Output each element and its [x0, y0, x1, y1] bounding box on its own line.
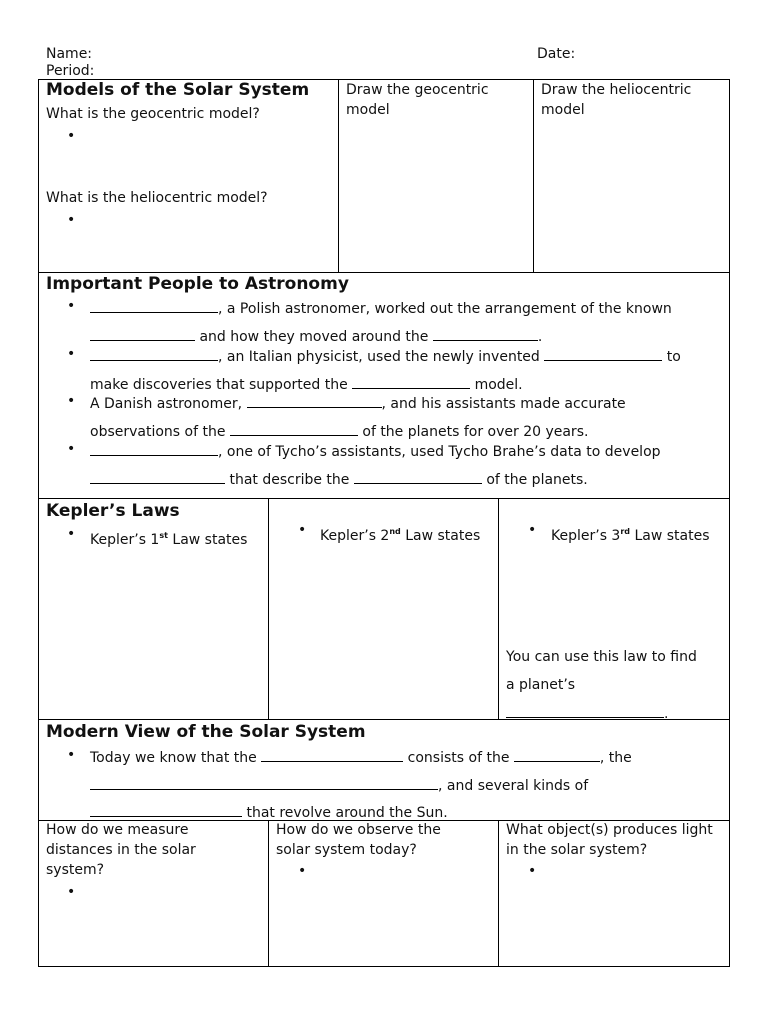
- bullet: •: [67, 441, 76, 457]
- kepler-use-line-1: You can use this law to find: [506, 649, 697, 665]
- bullet: •: [528, 522, 537, 538]
- modern-line: Today we know that the consists of the , the: [90, 750, 632, 766]
- people-line: , one of Tycho’s assistants, used Tycho Brahe’s data to develop: [90, 442, 661, 461]
- bullet: •: [67, 212, 76, 228]
- answer-blank[interactable]: [90, 327, 195, 341]
- people-line: A Danish astronomer, , and his assistants made accurate: [90, 396, 626, 412]
- question-light: What object(s) produces light in the solar system?: [506, 822, 713, 858]
- vline-kepler-1: [268, 498, 269, 719]
- bullet: •: [67, 393, 76, 409]
- vline-questions-2: [498, 820, 499, 967]
- bullet: •: [67, 884, 76, 900]
- modern-title: Modern View of the Solar System: [46, 722, 366, 742]
- bullet: •: [67, 298, 76, 314]
- kepler-law-1: Kepler’s 1st Law states: [90, 531, 248, 548]
- draw-geocentric-label: Draw the geocentric model: [346, 82, 489, 118]
- question-observe: How do we observe the solar system today?: [276, 822, 441, 858]
- models-title: Models of the Solar System: [46, 80, 310, 100]
- question-geocentric: What is the geocentric model?: [46, 106, 260, 122]
- question-measure-distances: How do we measure distances in the solar system?: [46, 822, 196, 878]
- period-label: Period:: [46, 63, 95, 79]
- answer-blank[interactable]: [90, 776, 438, 790]
- answer-blank[interactable]: [90, 442, 218, 456]
- answer-blank[interactable]: [433, 327, 538, 341]
- bullet: •: [67, 526, 76, 542]
- vline-kepler-2: [498, 498, 499, 719]
- people-line: observations of the of the planets for over 20 years.: [90, 424, 589, 440]
- people-line: , a Polish astronomer, worked out the arrangement of the known: [90, 299, 672, 318]
- kepler-law-3: Kepler’s 3rd Law states: [551, 527, 710, 544]
- kepler-law-2: Kepler’s 2nd Law states: [320, 527, 481, 544]
- modern-line: that revolve around the Sun.: [90, 803, 448, 822]
- bullet: •: [67, 128, 76, 144]
- answer-blank[interactable]: [90, 347, 218, 361]
- name-label: Name:: [46, 46, 93, 62]
- vline-models-2: [533, 79, 534, 272]
- divider-people: [38, 498, 730, 499]
- date-label: Date:: [537, 46, 576, 62]
- people-line: that describe the of the planets.: [90, 470, 588, 489]
- answer-blank[interactable]: [544, 347, 662, 361]
- modern-line: , and several kinds of: [90, 776, 588, 795]
- kepler-title: Kepler’s Laws: [46, 501, 180, 521]
- answer-blank[interactable]: [261, 748, 403, 762]
- answer-blank[interactable]: [247, 394, 382, 408]
- people-line: and how they moved around the .: [90, 327, 542, 346]
- answer-blank[interactable]: [352, 375, 470, 389]
- answer-blank[interactable]: [90, 803, 242, 817]
- answer-blank[interactable]: [230, 422, 358, 436]
- vline-models-1: [338, 79, 339, 272]
- kepler-use-line-3: .: [506, 704, 668, 723]
- vline-questions-1: [268, 820, 269, 967]
- bullet: •: [528, 863, 537, 879]
- people-line: , an Italian physicist, used the newly invented to: [90, 347, 681, 366]
- bullet: •: [67, 747, 76, 763]
- answer-blank[interactable]: [514, 748, 600, 762]
- bullet: •: [298, 863, 307, 879]
- people-title: Important People to Astronomy: [46, 274, 349, 294]
- answer-blank[interactable]: [90, 299, 218, 313]
- answer-blank[interactable]: [90, 470, 225, 484]
- people-line: make discoveries that supported the model.: [90, 377, 523, 393]
- question-heliocentric: What is the heliocentric model?: [46, 190, 268, 206]
- bullet: •: [298, 522, 307, 538]
- answer-blank[interactable]: [506, 704, 664, 718]
- kepler-use-line-2: a planet’s: [506, 677, 576, 693]
- bullet: •: [67, 346, 76, 362]
- divider-models: [38, 272, 730, 273]
- draw-heliocentric-label: Draw the heliocentric model: [541, 82, 692, 118]
- answer-blank[interactable]: [354, 470, 482, 484]
